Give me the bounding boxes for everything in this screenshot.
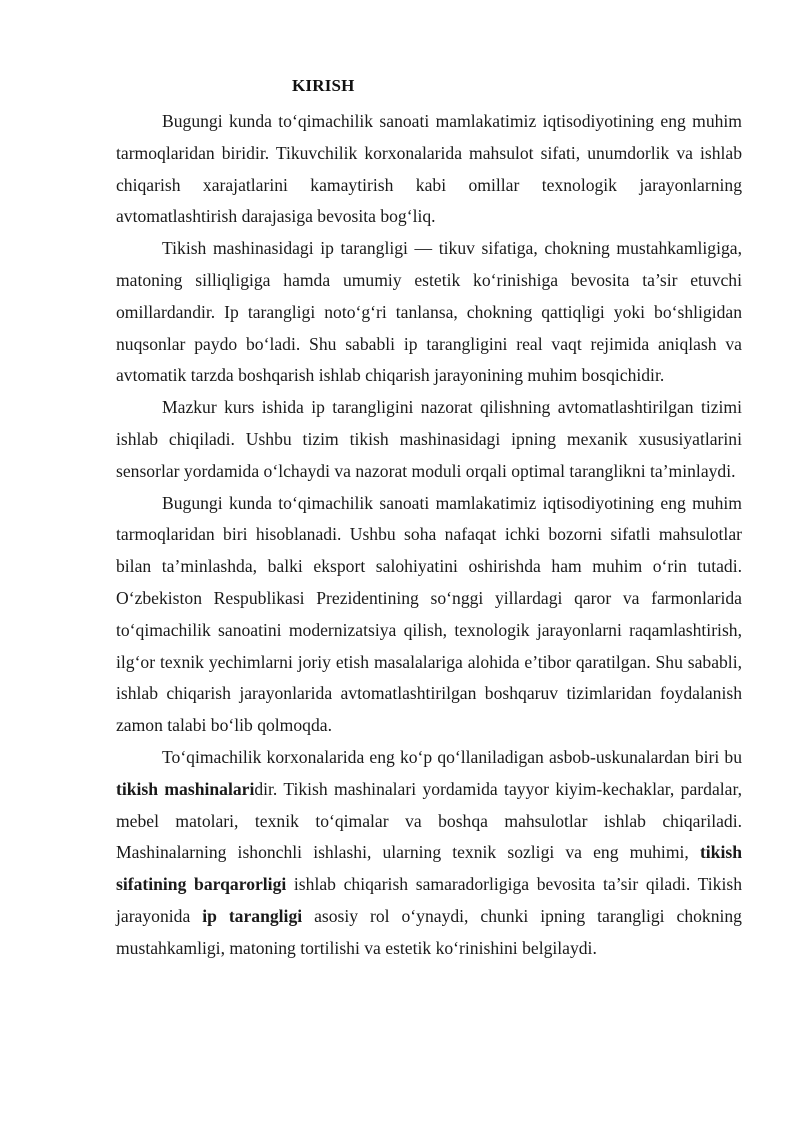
paragraph-4-text: Bugungi kunda to‘qimachilik sanoati mamlakatimiz iqtisodiyotining eng muhim tarmoqlaridan biri hisoblanadi. Ushbu soha nafaqat ichki bozorni sifatli mahsulotlar bilan ta’minlashda, balki eksport salohiyatini oshirishda ham muhim o‘rin tutadi. O‘zbekiston Respublikasi Prezidentining so‘nggi yillardagi qaror va farmonlarida to‘qimachilik sanoatini modernizatsiya qilish, texnologik jarayonlarni raqamlashtirish, ilg‘or texnik yechimlarni joriy etish masalalariga alohida e’tibor qaratilgan. Shu sababli, ishlab chiqarish jarayonlarida avtomatlashtirilgan boshqaruv tizimlaridan foydalanish zamon talabi bo‘lib qolmoqda.: [116, 492, 742, 736]
paragraph-3: [116, 392, 742, 487]
paragraph-4: [116, 488, 742, 742]
paragraph-2-text: Tikish mashinasidagi ip tarangligi — tikuv sifatiga, chokning mustahkamligiga, matoning silliqligiga hamda umumiy estetik ko‘rinishiga bevosita ta’sir etuvchi omillardandir. Ip tarangligi noto‘g‘ri tanlansa, chokning qattiqligi yoki bo‘shligidan nuqsonlar paydo bo‘ladi. Shu sababli ip tarangligini real vaqt rejimida aniqlash va avtomatik tarzda boshqarish ishlab chiqarish jarayonining muhim bosqichidir.: [116, 238, 742, 386]
paragraph-2: [116, 233, 742, 392]
bold-term-thread-tension: ip tarangligi: [202, 905, 303, 926]
paragraph-1: [116, 106, 742, 233]
paragraph-1-text: Bugungi kunda to‘qimachilik sanoati mamlakatimiz iqtisodiyotining eng muhim tarmoqlaridan biridir. Tikuvchilik korxonalarida mahsulot sifati, unumdorlik va ishlab chiqarish xarajatlarini kamaytirish kabi omillar texnologik jarayonlarning avtomatlashtirish darajasiga bevosita bog‘liq.: [116, 111, 742, 227]
section-heading: KIRISH: [292, 76, 355, 95]
body-text: [116, 106, 742, 965]
bold-term-sewing-machines: tikish mashinalari: [116, 778, 255, 799]
paragraph-5: [116, 742, 742, 965]
paragraph-5-text: dir. Tikish mashinalari yordamida tayyor kiyim-kechaklar, pardalar, mebel matolari, texnik to‘qimalar va boshqa mahsulotlar ishlab chiqariladi. Mashinalarning ishonchli ishlashi, ularning texnik sozligi va eng muhimi,: [116, 778, 742, 863]
paragraph-3-text: Mazkur kurs ishida ip tarangligini nazorat qilishning avtomatlashtirilgan tizimi ishlab chiqiladi. Ushbu tizim tikish mashinasidagi ipning mexanik xususiyatlarini sensorlar yordamida o‘lchaydi va nazorat moduli orqali optimal taranglikni ta’minlaydi.: [116, 397, 742, 481]
paragraph-5-text: To‘qimachilik korxonalarida eng ko‘p qo‘llaniladigan asbob-uskunalardan biri bu: [162, 746, 742, 767]
paragraph-5-text: asosiy rol o‘ynaydi, chunki ipning tarangligi chokning mustahkamligi, matoning tortilishi va estetik ko‘rinishini belgilaydi.: [116, 905, 742, 958]
bold-term-stitch-stability: tikish sifatining barqarorligi: [116, 842, 742, 895]
paragraph-5-text: ishlab chiqarish samaradorligiga bevosita ta’sir qiladi. Tikish jarayonida: [116, 874, 742, 926]
